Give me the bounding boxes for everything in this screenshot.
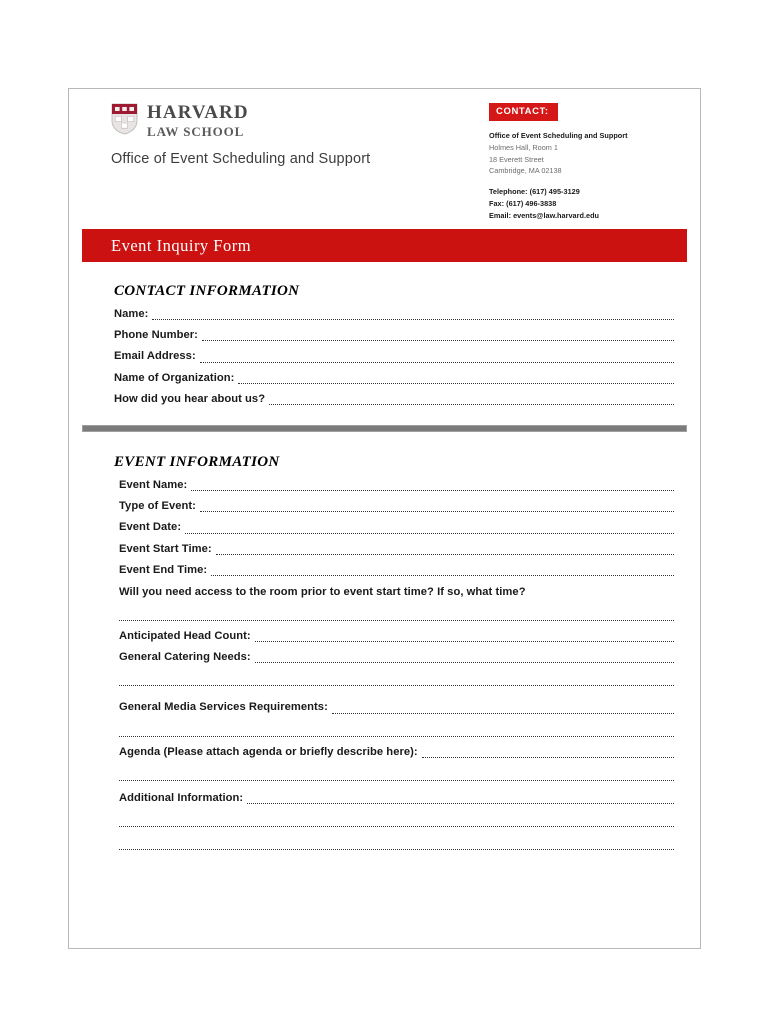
logo-law-school-text: LAW SCHOOL [147, 123, 245, 139]
field-input-general-media-services[interactable] [332, 705, 674, 714]
contact-panel [489, 101, 664, 222]
field-anticipated-head-count [119, 631, 674, 642]
field-event-end-time [119, 565, 674, 576]
field-input-type-of-event[interactable] [200, 503, 674, 512]
field-input-event-date[interactable] [185, 525, 674, 534]
field-input-general-catering-needs[interactable] [255, 654, 674, 663]
event-information-fields [69, 480, 700, 850]
section-heading-event-information: EVENT INFORMATION [114, 454, 280, 471]
section-divider-wrap [69, 425, 700, 432]
harvard-law-logo [111, 102, 249, 140]
field-general-catering-needs [119, 652, 674, 663]
field-label: Name: [114, 308, 149, 320]
logo-harvard-text: HARVARD [147, 102, 249, 123]
contact-spacer [489, 177, 664, 186]
field-label: Event Start Time: [119, 542, 212, 555]
contact-badge: CONTACT: [489, 103, 558, 121]
field-input-how-did-you-hear[interactable] [269, 396, 674, 405]
field-label: General Catering Needs: [119, 651, 251, 664]
field-phone-number [114, 330, 674, 341]
field-label: Agenda (Please attach agenda or briefly describe here): [119, 745, 418, 758]
field-input-name[interactable] [152, 311, 674, 320]
harvard-shield-icon [111, 103, 138, 135]
field-label: Event Name: [119, 479, 188, 492]
field-type-of-event [119, 501, 674, 512]
field-label-room-access-question: Will you need access to the room prior to event start time? If so, what time? [119, 586, 526, 599]
office-name-header: Office of Event Scheduling and Support [111, 151, 371, 167]
section-divider [82, 425, 687, 432]
form-title-banner [82, 229, 687, 262]
form-title: Event Inquiry Form [111, 235, 252, 255]
field-input-agenda-line-2[interactable] [119, 772, 674, 781]
field-input-additional-information-line-3[interactable] [119, 841, 674, 850]
field-input-event-name[interactable] [191, 482, 674, 491]
document-header [69, 89, 700, 229]
contact-address-line-3: Cambridge, MA 02138 [489, 166, 562, 176]
field-label: Additional Information: [119, 791, 244, 804]
field-label: How did you hear about us? [114, 392, 266, 405]
field-event-start-time [119, 544, 674, 555]
field-agenda [119, 747, 674, 758]
event-information-section [69, 454, 700, 471]
field-label: Anticipated Head Count: [119, 630, 251, 643]
field-input-email-address[interactable] [200, 354, 674, 363]
field-input-additional-information-line-2[interactable] [119, 818, 674, 827]
field-how-did-you-hear [114, 394, 674, 405]
field-additional-information [119, 793, 674, 804]
field-input-anticipated-head-count[interactable] [255, 633, 674, 642]
field-label: Event End Time: [119, 563, 208, 576]
contact-office-name: Office of Event Scheduling and Support [489, 130, 628, 140]
field-input-event-start-time[interactable] [216, 546, 674, 555]
contact-information-section [69, 283, 700, 405]
field-label: Event Date: [119, 521, 182, 534]
field-label: General Media Services Requirements: [119, 701, 328, 714]
field-input-additional-information[interactable] [247, 795, 674, 804]
field-input-event-end-time[interactable] [211, 567, 674, 576]
field-label: Type of Event: [119, 500, 196, 513]
field-general-media-services [119, 702, 674, 713]
field-input-room-access-question[interactable] [119, 612, 674, 621]
field-input-phone-number[interactable] [202, 332, 674, 341]
field-email-address [114, 351, 674, 362]
field-name [114, 309, 674, 320]
field-label: Phone Number: [114, 329, 198, 342]
contact-address-line-2: 18 Everett Street [489, 154, 544, 164]
contact-address-line-1: Holmes Hall, Room 1 [489, 142, 558, 152]
field-input-agenda[interactable] [422, 749, 674, 758]
field-event-date [119, 522, 674, 533]
field-label: Email Address: [114, 350, 196, 363]
form-page [68, 88, 701, 949]
field-label: Name of Organization: [114, 371, 235, 384]
field-input-general-media-services-line-2[interactable] [119, 728, 674, 737]
contact-email[interactable]: Email: events@law.harvard.edu [489, 210, 600, 220]
contact-telephone: Telephone: (617) 495-3129 [489, 187, 580, 197]
contact-fax: Fax: (617) 496-3838 [489, 198, 557, 208]
section-heading-contact-information: CONTACT INFORMATION [114, 283, 300, 299]
field-input-name-of-organization[interactable] [238, 375, 674, 384]
field-event-name [119, 480, 674, 491]
field-name-of-organization [114, 373, 674, 384]
contact-information-fields [114, 309, 674, 405]
field-input-general-catering-needs-line-2[interactable] [119, 677, 674, 686]
